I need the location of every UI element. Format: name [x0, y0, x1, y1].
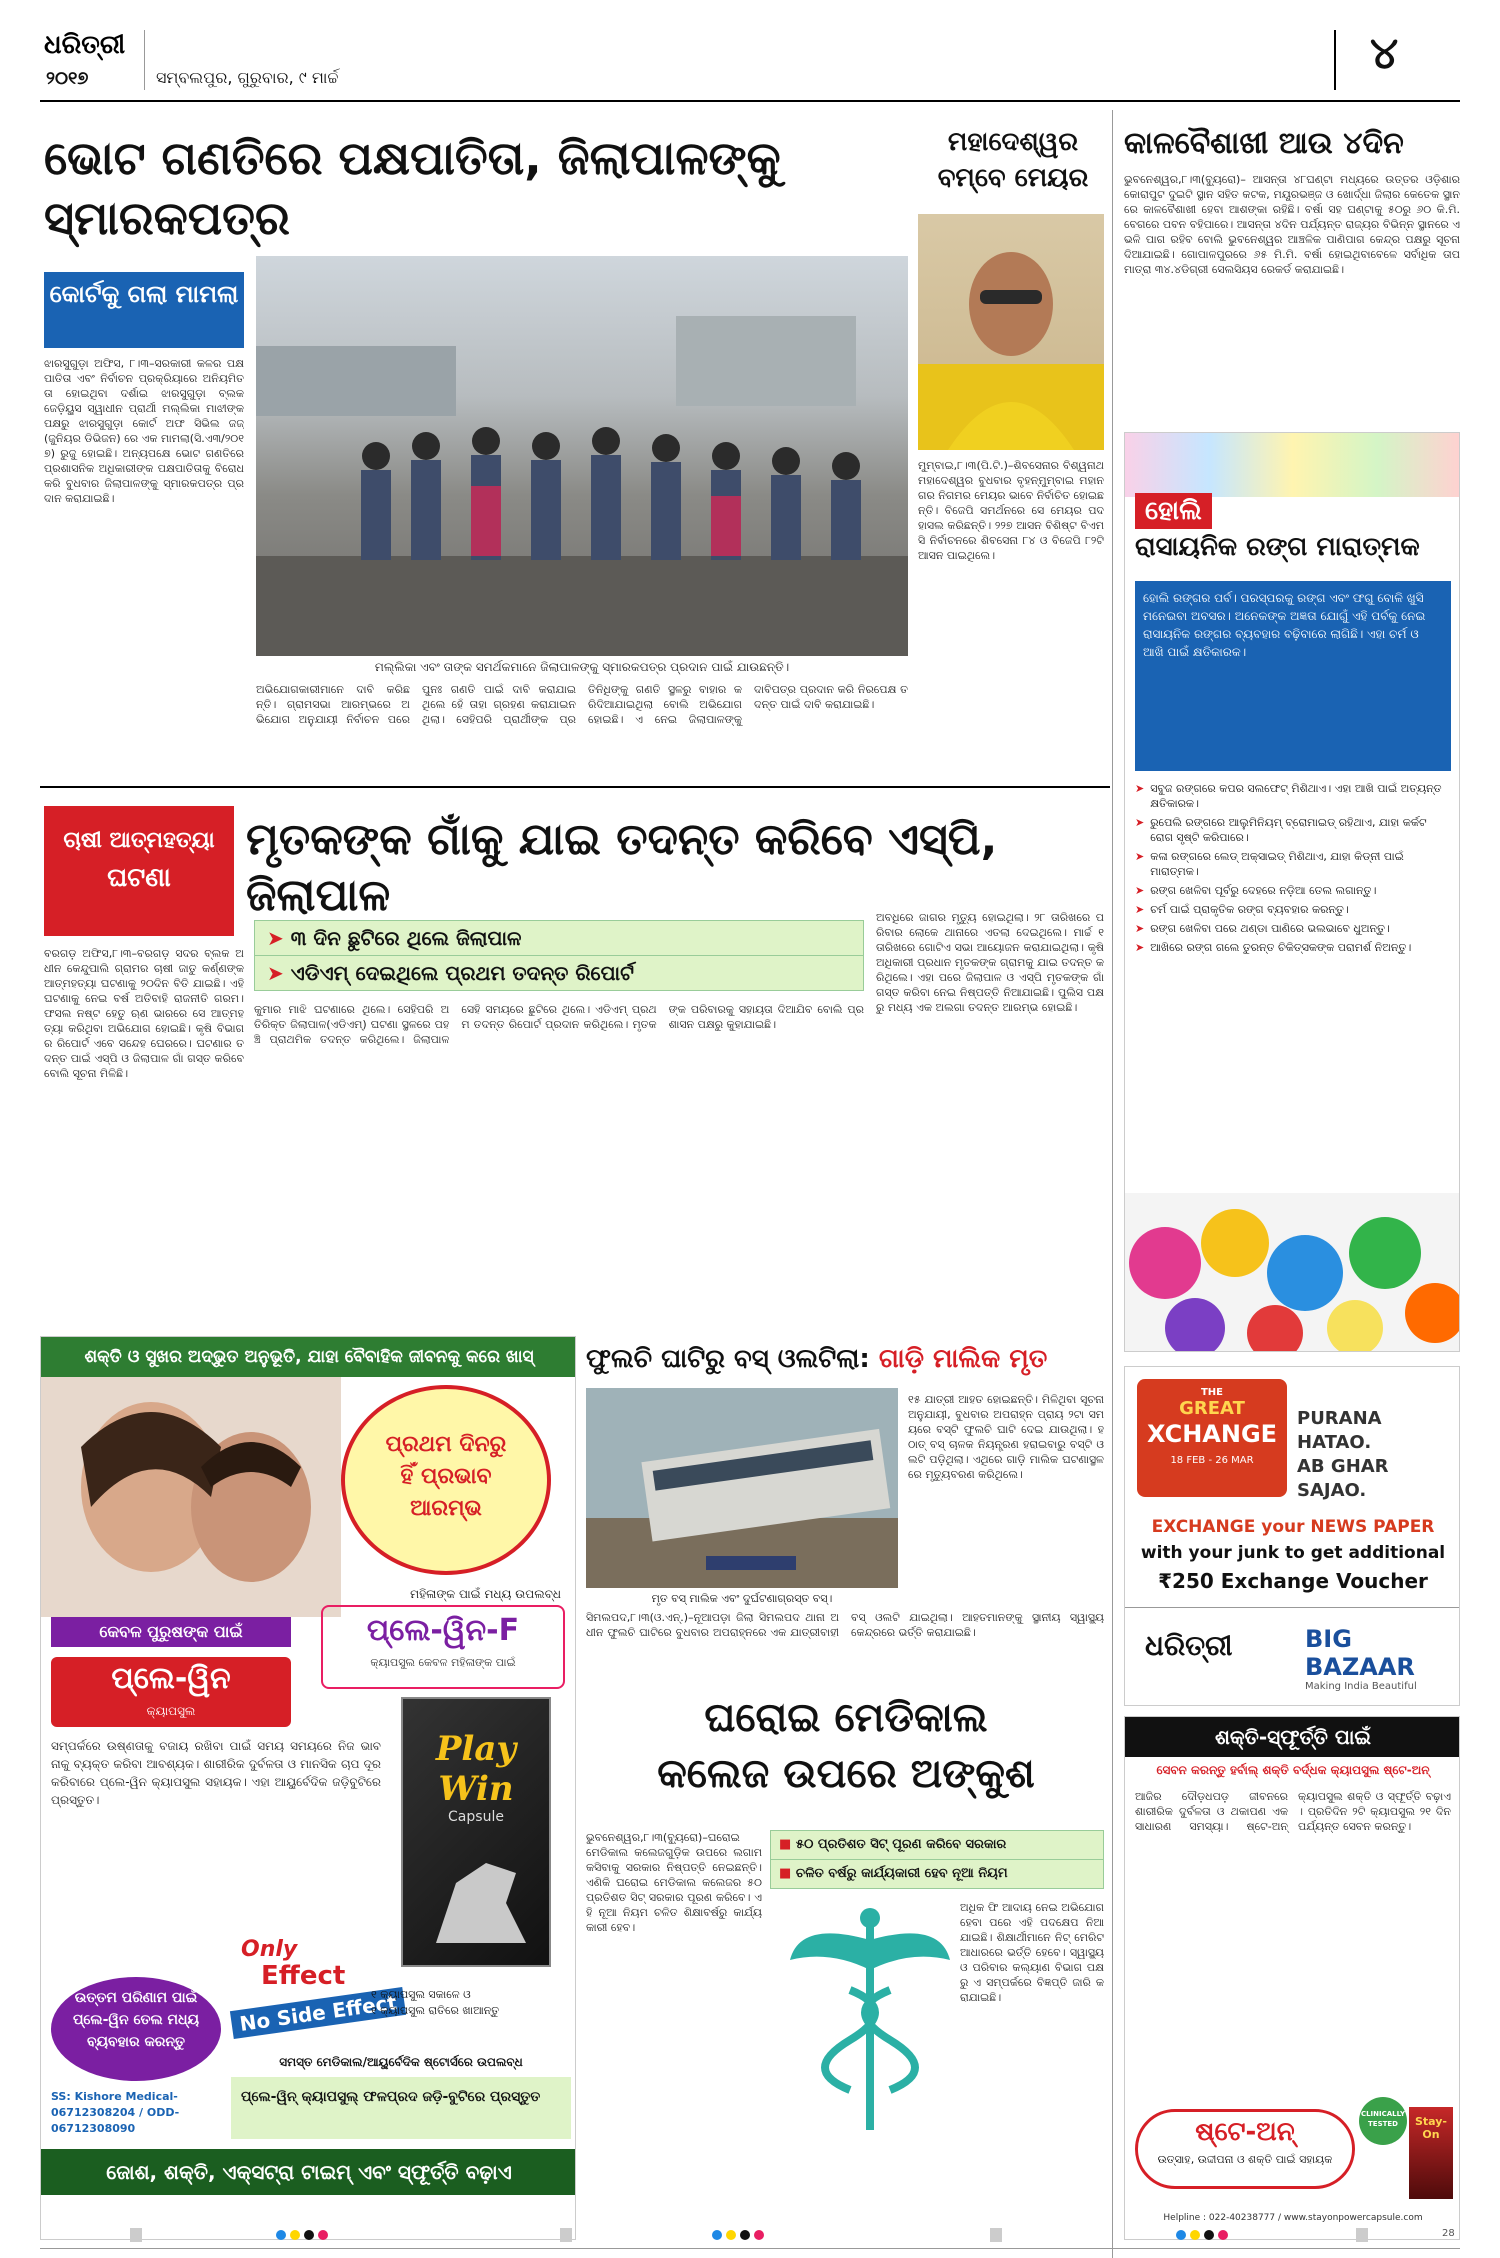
farmer-headline: ମୃତକଙ୍କ ଗାଁକୁ ଯାଇ ତଦନ୍ତ କରିବେ ଏସ୍‌ପି, ଜିଲାପାଳ: [246, 814, 998, 921]
lead-headline: ଭୋଟ ଗଣତିରେ ପକ୍ଷପାତିତା, ଜିଲାପାଳଙ୍କୁ ସ୍ମାରକପତ୍ର: [44, 131, 781, 245]
mayor-photo: [918, 214, 1104, 450]
playwin-only: Only: [241, 1937, 298, 1962]
farmer-body-left: ବରଗଡ଼ ଅଫିସ,୮।୩–ବରଗଡ଼ ସଦର ବ୍ଲକ ଅଧୀନ କେନ୍ଦୁପାଲି ଗ୍ରାମର ଚାଷୀ ଜାତୁ କର୍ଣ୍ଣଙ୍କ ଆତ୍ମହତ୍ୟା ଘଟଣାକୁ ୨୦ଦିନ ବିତି ଯାଇଛି। ଏହି ଘଟଣାକୁ ନେଇ ବର୍ଷ ଅତିବାହି ରାଜନୀତି ଗରମ। ଫସଲ ନଷ୍ଟ ହେତୁ ଋଣ ଭାରରେ ସେ ଆତ୍ମହତ୍ୟା କରିଥିବା ଅଭିଯୋଗ ହୋଇଛି। କୃଷି ବିଭାଗର ରିପୋର୍ଟ ଏବେ ସନ୍ଦେହ ଘେରରେ। ଘଟଣାର ତଦନ୍ତ ପାଇଁ ଏସ୍‌ପି ଓ ଜିଲାପାଳ ଗାଁ ଗସ୍ତ କରିବେ ବୋଲି ସୂଚନା ମିଳିଛି।: [44, 947, 244, 1080]
medical-body-left: ଭୁବନେଶ୍ୱର,୮।୩(ବ୍ୟୁରୋ)–ଘରୋଇ ମେଡିକାଲ କଲେଜଗୁଡ଼ିକ ଉପରେ ଲଗାମ କସିବାକୁ ସରକାର ନିଷ୍ପତ୍ତି ନେଇଛନ୍ତି। ଏଣିକି ଘରୋଇ ମେଡିକାଲ କଲେଜର ୫୦ ପ୍ରତିଶତ ସିଟ୍ ସରକାର ପୂରଣ କରିବେ। ଏହି ନୂଆ ନିୟମ ଚଳିତ ଶିକ୍ଷାବର୍ଷରୁ କାର୍ଯ୍ୟକାରୀ ହେବ।: [586, 1831, 762, 1934]
xchange-line2: with your junk to get additional: [1140, 1543, 1446, 1563]
medical-headline: ଘରୋଇ ମେଡିକାଲ କଲେଜ ଉପରେ ଅଙ୍କୁଶ: [657, 1695, 1035, 1797]
holi-tip: ➤ ଆଖିରେ ରଙ୍ଗ ଗଲେ ତୁରନ୍ତ ଚିକିତ୍ସକଙ୍କ ପରାମର୍ଶ ନିଅନ୍ତୁ।: [1135, 941, 1412, 954]
lead-photo: [256, 256, 908, 656]
mayor-portrait: [918, 214, 1104, 450]
playwin-women-brand: ପ୍ଲେ-ୱିନ-F କ୍ୟାପସୁଲ କେବଳ ମହିଳାଙ୍କ ପାଇଁ: [321, 1605, 565, 1689]
bus-body-right: ୧୫ ଯାତ୍ରୀ ଆହତ ହୋଇଛନ୍ତି। ମିଳିଥିବା ସୂଚନା ଅନୁଯାୟୀ, ବୁଧବାର ଅପରାହ୍ନ ପ୍ରାୟ ୨ଟା ସମୟରେ ବସ୍‌ଟି ଫୁଲଚି ଘାଟି ଦେଇ ଯାଉଥିଲା। ହଠାତ୍ ବସ୍ ଚାଳକ ନିୟନ୍ତ୍ରଣ ହରାଇବାରୁ ବସ୍‌ଟି ଓଲଟି ପଡ଼ିଥିଲା। ଏଥିରେ ଗାଡ଼ି ମାଲିକ ଘଟଣାସ୍ଥଳରେ ମୃତ୍ୟୁବରଣ କରିଥିଲେ।: [908, 1393, 1104, 1481]
holi-tip: ➤ ରଙ୍ଗ ଖେଳିବା ପୂର୍ବରୁ ଦେହରେ ନଡ଼ିଆ ତେଲ ଲଗାନ୍ତୁ।: [1135, 884, 1377, 897]
playwin-tagline: ଶକ୍ତି ଓ ସୁଖର ଅଦ୍ଭୁତ ଅନୁଭୂତି, ଯାହା ବୈବାହିକ ଜୀବନକୁ କରେ ଖାସ୍: [41, 1337, 576, 1377]
medical-highlights: [770, 1830, 1104, 1889]
holi-tip: ➤ ରୁପେଲି ରଙ୍ଗରେ ଆଲୁମିନିୟମ୍ ବ୍ରୋମାଇଡ୍ ରହିଥାଏ, ଯାହା କର୍କଟ ରୋଗ ସୃଷ୍ଟି କରିପାରେ।: [1135, 816, 1427, 844]
logo: ଧରିତ୍ରୀ: [44, 30, 126, 60]
footer-page-no: 28: [1442, 2228, 1455, 2239]
stayon-helpline: Helpline : 022-40238777 / www.stayonpowercapsule.com: [1163, 2213, 1423, 2223]
bus-photo: [586, 1388, 898, 1588]
farmer-highlight-1: ➤ ୩ ଦିନ ଛୁଟିରେ ଥିଲେ ଜିଲାପାଳ: [255, 921, 863, 956]
stayon-title: ଶକ୍ତି-ସ୍ଫୂର୍ତ୍ତି ପାଇଁ: [1125, 1717, 1460, 1757]
stayon-subtitle: ସେବନ କରନ୍ତୁ ହର୍ବାଲ୍ ଶକ୍ତି ବର୍ଦ୍ଧକ କ୍ୟାପସୁଲ ଷ୍ଟେ-ଅନ୍: [1156, 1763, 1430, 1777]
print-marks: [0, 2226, 1500, 2250]
farmer-highlights: [254, 920, 864, 991]
playwin-contact: SS: Kishore Medical- 06712308204 / ODD-06712308090: [51, 2090, 180, 2135]
mayor-headline: ମହାଦେଶ୍ୱର ବମ୍ବେ ମେୟର: [937, 127, 1089, 193]
farmer-highlight-2: ➤ ଏଡିଏମ୍ ଦେଇଥିଲେ ପ୍ରଥମ ତଦନ୍ତ ରିପୋର୍ଟ: [255, 956, 863, 990]
mayor-body: ମୁମ୍ବାଇ,୮।୩(ପି.ଟି.)–ଶିବସେନାର ବିଶ୍ୱନାଥ ମହାଦେଶ୍ୱର ବୁଧବାର ବୃହନ୍ମୁମ୍ବାଇ ମହାନଗର ନିଗମର ମେୟର ଭାବେ ନିର୍ବାଚିତ ହୋଇଛନ୍ତି। ବିଜେପି ସମର୍ଥନରେ ସେ ମେୟର ପଦ ହାସଲ କରିଛନ୍ତି। ୨୨୭ ଆସନ ବିଶିଷ୍ଟ ବିଏମସି ନିର୍ବାଚନରେ ଶିବସେନା ୮୪ ଓ ବିଜେପି ୮୨ଟି ଆସନ ପାଇଥିଲେ।: [918, 459, 1104, 562]
lead-body-bottom: ଅଭିଯୋଗକାରୀମାନେ ଦାବି କରିଛନ୍ତି। ଗ୍ରାମସଭା ଆରମ୍ଭରେ ଅଭିଯୋଗ ଅନୁଯାୟୀ ନିର୍ବାଚନ ପରେ ପୁନଃ ଗଣତି ପାଇଁ ଦାବି କରାଯାଇଥିଲେ ହେଁ ତାହା ଗ୍ରହଣ କରାଯାଇନଥିଲା। ସେହିପରି ପ୍ରାର୍ଥୀଙ୍କ ପ୍ରତିନିଧିଙ୍କୁ ଗଣତି ସ୍ଥଳରୁ ବାହାର କରିଦିଆଯାଇଥିଲା ବୋଲି ଅଭିଯୋଗ ହୋଇଛି। ଏ ନେଇ ଜିଲାପାଳଙ୍କୁ ଦାବିପତ୍ର ପ୍ରଦାନ କରି ନିରପେକ୍ଷ ତଦନ୍ତ ପାଇଁ ଦାବି କରାଯାଇଛି।: [256, 683, 908, 726]
holi-intro: ହୋଲି ରଙ୍ଗର ପର୍ବ। ପରସ୍ପରକୁ ରଙ୍ଗ ଏବଂ ଫଗୁ ବୋଳି ଖୁସି ମନେଇବା ଅବସର। ଅନେକଙ୍କ ଅଜ୍ଞତା ଯୋଗୁଁ ଏହି ପର୍ବକୁ ନେଇ ରାସାୟନିକ ରଙ୍ଗର ବ୍ୟବହାର ବଢ଼ିବାରେ ଲାଗିଛି। ଏହା ଚର୍ମ ଓ ଆଖି ପାଇଁ କ୍ଷତିକାରକ।: [1135, 581, 1451, 771]
holi-box: [1124, 432, 1460, 1352]
holi-tips: [1135, 781, 1451, 1181]
playwin-availability: ସମସ୍ତ ମେଡିକାଲ/ଆୟୁର୍ବେଦିକ ଷ୍ଟୋର୍ସରେ ଉପଲବ୍ଧ: [279, 2055, 523, 2069]
playwin-dosage: ୧ କ୍ୟାପସୁଲ ସକାଳେ ଓ ୧ କ୍ୟାପସୁଲ ରାତିରେ ଖାଆନ୍ତୁ: [371, 1988, 500, 2017]
playwin-effect: Effect: [261, 1961, 346, 1991]
playwin-ad: [40, 1336, 576, 2240]
playwin-men-label: କେବଳ ପୁରୁଷଙ୍କ ପାଇଁ: [51, 1617, 291, 1647]
playwin-result-box: ଉତ୍ତମ ପରିଣାମ ପାଇଁ ପ୍ଲେ-ୱିନ ତେଲ ମଧ୍ୟ ବ୍ୟବହାର କରନ୍ତୁ: [51, 1977, 221, 2081]
playwin-footer: ଜୋଶ, ଶକ୍ତି, ଏକ୍ସଟ୍ରା ଟାଇମ୍ ଏବଂ ସ୍ଫୂର୍ତ୍ତି ବଢ଼ାଏ: [41, 2149, 576, 2195]
holi-color-powder: [1125, 1193, 1460, 1352]
playwin-no-side-effect: No Side Effect: [230, 1987, 407, 2039]
playwin-burst: ପ୍ରଥମ ଦିନରୁ ହିଁ ପ୍ରଭାବ ଆରମ୍ଭ: [341, 1385, 551, 1575]
page-number: ୪: [1370, 28, 1399, 79]
xchange-ad: [1124, 1366, 1460, 1706]
playwin-green-box: ପ୍ଲେ-ୱିନ୍ କ୍ୟାପସୁଲ୍ ଫଳପ୍ରଦ ଜଡ଼ି-ବୁଟିରେ ପ୍ରସ୍ତୁତ: [231, 2077, 571, 2139]
stayon-badge: CLINICALLY TESTED: [1359, 2097, 1407, 2145]
crowd-illustration: [256, 256, 908, 656]
xchange-brand-bigbazaar: BIG BAZAAR Making India Beautiful: [1305, 1625, 1417, 1692]
bus-body-bottom: ସିମଲପଦ,୮।୩(ଓ.ଏନ୍‌.)–ନୂଆପଡ଼ା ଜିଲା ସିମଲପଦ ଥାନା ଅଧୀନ ଫୁଲଚି ଘାଟିରେ ବୁଧବାର ଅପରାହ୍ନରେ ଏକ ଯାତ୍ରୀବାହୀ ବସ୍ ଓଲଟି ଯାଇଥିଲା। ଆହତମାନଙ୍କୁ ସ୍ଥାନୀୟ ସ୍ୱାସ୍ଥ୍ୟକେନ୍ଦ୍ରରେ ଭର୍ତ୍ତି କରାଯାଇଛି।: [586, 1611, 1104, 1639]
holi-tip: ➤ ରଙ୍ଗ ଖେଳିବା ପରେ ଥଣ୍ଡା ପାଣିରେ ଭଲଭାବେ ଧୁଅନ୍ତୁ।: [1135, 922, 1390, 935]
bus-crash-photo: [586, 1388, 898, 1588]
holi-top-art: [1125, 433, 1460, 497]
xchange-slogan: PURANA HATAO. AB GHAR SAJAO.: [1297, 1408, 1389, 1501]
xchange-line1: EXCHANGE your NEWS PAPER: [1151, 1517, 1435, 1537]
playwin-pack: Play Win Capsule: [401, 1697, 551, 1967]
xchange-line3: ₹250 Exchange Voucher: [1158, 1569, 1428, 1593]
dateline: ସମ୍ବଲପୁର, ଗୁରୁବାର, ୯ ମାର୍ଚ୍ଚ: [156, 68, 339, 87]
weather-headline: କାଳବୈଶାଖୀ ଆଉ ୪ଦିନ: [1124, 126, 1404, 161]
playwin-men-brand: ପ୍ଲେ-ୱିନ କ୍ୟାପସୁଲ: [51, 1657, 291, 1727]
holi-tip: ➤ ସବୁଜ ରଙ୍ଗରେ କପର ସଲଫେଟ୍ ମିଶିଥାଏ। ଏହା ଆଖି ପାଇଁ ଅତ୍ୟନ୍ତ କ୍ଷତିକାରକ।: [1135, 782, 1442, 810]
holi-headline: ହୋଲି ରାସାୟନିକ ରଙ୍ଗ ମାରାତ୍ମକ: [1135, 493, 1451, 565]
playwin-women-note: ମହିଳାଙ୍କ ପାଇଁ ମଧ୍ୟ ଉପଲବ୍ଧ: [410, 1587, 561, 1601]
bus-caption: ମୃତ ବସ୍ ମାଲିକ ଏବଂ ଦୁର୍ଘଟଣାଗ୍ରସ୍ତ ବସ୍।: [651, 1592, 833, 1605]
year: ୨୦୧୭: [46, 68, 89, 89]
farmer-body-mid: କୁମାର ମାଝି ଘଟଣାରେ ଥିଲେ। ସେହିପରି ଅତିରିକ୍ତ ଜିଲାପାଳ(ଏଡିଏମ୍) ଘଟଣା ସ୍ଥଳରେ ପହଞ୍ଚି ପ୍ରାଥମିକ ତଦନ୍ତ କରିଥିଲେ। ଜିଲାପାଳ ସେହି ସମୟରେ ଛୁଟିରେ ଥିଲେ। ଏଡିଏମ୍ ପ୍ରଥମ ତଦନ୍ତ ରିପୋର୍ଟ ପ୍ରଦାନ କରିଥିଲେ। ମୃତକଙ୍କ ପରିବାରକୁ ସହାୟତା ଦିଆଯିବ ବୋଲି ପ୍ରଶାସନ ପକ୍ଷରୁ କୁହାଯାଇଛି।: [254, 1003, 864, 1046]
lead-caption: ମଲ୍ଲିକା ଏବଂ ତାଙ୍କ ସମର୍ଥକମାନେ ଜିଲାପାଳଙ୍କୁ ସ୍ମାରକପତ୍ର ପ୍ରଦାନ ପାଇଁ ଯାଉଛନ୍ତି।: [374, 660, 790, 674]
playwin-body: ସମ୍ପର୍କରେ ଉଷ୍ଣତାକୁ ବଜାୟ ରଖିବା ପାଇଁ ସମୟ ସମୟରେ ନିଜ ଭାବନାକୁ ବ୍ୟକ୍ତ କରିବା ଆବଶ୍ୟକ। ଶାରୀରିକ ଦୁର୍ବଳତା ଓ ମାନସିକ ଚାପ ଦୂର କରିବାରେ ପ୍ଲେ-ୱିନ କ୍ୟାପସୁଲ ସହାୟକ। ଏହା ଆୟୁର୍ବେଦିକ ଜଡ଼ିବୁଟିରେ ପ୍ରସ୍ତୁତ।: [51, 1739, 381, 1807]
holi-tip: ➤ ଚର୍ମ ପାଇଁ ପ୍ରାକୃତିକ ରଙ୍ଗ ବ୍ୟବହାର କରନ୍ତୁ।: [1135, 903, 1349, 916]
farmer-kicker: ଚାଷୀ ଆତ୍ମହତ୍ୟା ଘଟଣା: [44, 806, 234, 936]
lead-body-left: ଝାରସୁଗୁଡ଼ା ଅଫିସ, ୮।୩–ସରକାରୀ କଳର ପକ୍ଷପାତିତା ଏବଂ ନିର୍ବାଚନ ପ୍ରକ୍ରିୟାରେ ଅନିୟମିତତା ହୋଇଥିବା ଦର୍ଶାଇ ଝାରସୁଗୁଡ଼ା ବ୍ଲକ ଜେଡ଼ିୟୁସ ସ୍ୱାଧୀନ ପ୍ରାର୍ଥୀ ମଲ୍ଲିକା ମାଝୀଙ୍କ ପକ୍ଷରୁ ଝାରସୁଗୁଡ଼ା କୋର୍ଟ ଅଫ ସିଭିଲ ଜଜ୍ (ଜୁନିୟର ଡିଭିଜନ) ରେ ଏକ ମାମଲା(ସି.ଏ୩/୨୦୧୭) ରୁଜୁ ହୋଇଛି। ଅନ୍ୟପକ୍ଷେ ଭୋଟ ଗଣତିରେ ପ୍ରଶାସନିକ ଅଧିକାରୀଙ୍କ ପକ୍ଷପାତିତାକୁ ବିରୋଧ କରି ବୁଧବାର ଜିଲାପାଳଙ୍କୁ ସ୍ମାରକପତ୍ର ପ୍ରଦାନ କରାଯାଇଛି।: [44, 357, 244, 505]
masthead: [40, 24, 1460, 102]
medical-highlight-1: ■ ୫୦ ପ୍ରତିଶତ ସିଟ୍ ପୂରଣ କରିବେ ସରକାର: [771, 1831, 1103, 1860]
farmer-body-right: ଅବଧିରେ ଜାଗର ମୃତ୍ୟୁ ହୋଇଥିଲା। ୨୮ ତାରିଖରେ ପରିବାର ଲୋକେ ଥାନାରେ ଏତଲା ଦେଇଥିଲେ। ମାର୍ଚ୍ଚ ୧ ତାରିଖରେ ଗୋଟିଏ ସଭା ଆୟୋଜନ କରାଯାଇଥିଲା। କୃଷି ଅଧିକାରୀ ପ୍ରଧାନ ମୃତକଙ୍କ ଗ୍ରାମକୁ ଯାଇ ତଦନ୍ତ କରିଥିଲେ। ଏହା ପରେ ଜିଲାପାଳ ଓ ଏସ୍‌ପି ମୃତକଙ୍କ ଗାଁ ଗସ୍ତ କରିବା ନେଇ ନିଷ୍ପତ୍ତି ନିଆଯାଇଛି। ପୁଲିସ ପକ୍ଷରୁ ମଧ୍ୟ ଏକ ଅଲଗା ତଦନ୍ତ ଆରମ୍ଭ ହୋଇଛି।: [876, 911, 1104, 1014]
bus-headline: ଫୁଲଚି ଘାଟିରୁ ବସ୍ ଓଲଟିଲା: ଗାଡ଼ି ମାଲିକ ମୃତ: [586, 1344, 1048, 1374]
xchange-badge: THE GREAT XCHANGE 18 FEB - 26 MAR: [1137, 1379, 1287, 1497]
horse-icon: [416, 1843, 536, 1953]
caduceus-icon: [790, 1900, 950, 2140]
lead-kicker: କୋର୍ଟକୁ ଗଲା ମାମଲା: [44, 272, 244, 348]
stayon-box: Stay-On: [1409, 2107, 1453, 2199]
medical-body-right: ଅଧିକ ଫି ଆଦାୟ ନେଇ ଅଭିଯୋଗ ହେବା ପରେ ଏହି ପଦକ୍ଷେପ ନିଆଯାଇଛି। ଶିକ୍ଷାର୍ଥୀମାନେ ନିଟ୍ ମେରିଟ ଆଧାରରେ ଭର୍ତ୍ତି ହେବେ। ସ୍ୱାସ୍ଥ୍ୟ ଓ ପରିବାର କଲ୍ୟାଣ ବିଭାଗ ପକ୍ଷରୁ ଏ ସମ୍ପର୍କରେ ବିଜ୍ଞପ୍ତି ଜାରି କରାଯାଇଛି।: [960, 1901, 1104, 2004]
playwin-couple-photo: [41, 1377, 341, 1617]
weather-body: ଭୁବନେଶ୍ୱର,୮।୩(ବ୍ୟୁରୋ)– ଆସନ୍ତା ୪୮ଘଣ୍ଟା ମଧ୍ୟରେ ଉତ୍ତର ଓଡ଼ିଶାର କୋରାପୁଟ ଦୁଇଟି ସ୍ଥାନ ସହିତ କଟକ, ମୟୂରଭଞ୍ଜ ଓ ଖୋର୍ଦ୍ଧା ଜିଲାର କେତେକ ସ୍ଥାନରେ କାଳବୈଶାଖୀ ହେବା ଆଶଙ୍କା ରହିଛି। ବର୍ଷା ସହ ଘଣ୍ଟାକୁ ୫୦ରୁ ୬୦ କି.ମି. ବେଗରେ ପବନ ବହିପାରେ। ଆସନ୍ତା ୪ଦିନ ପର୍ଯ୍ୟନ୍ତ ରାଜ୍ୟର ବିଭିନ୍ନ ସ୍ଥାନରେ ଏଭଳି ପାଗ ରହିବ ବୋଲି ଭୁବନେଶ୍ୱର ଆଞ୍ଚଳିକ ପାଣିପାଗ କେନ୍ଦ୍ର ପକ୍ଷରୁ ସୂଚନା ଦିଆଯାଇଛି। ଗୋପାଳପୁରରେ ୬୫ ମି.ମି. ବର୍ଷା ହୋଇଥିବାବେଳେ ସର୍ବାଧିକ ତାପମାତ୍ରା ୩୪.୪ଡିଗ୍ରୀ ସେଲସିୟସ ରେକର୍ଡ କରାଯାଇଛି।: [1124, 173, 1460, 276]
stayon-ad: [1124, 1716, 1460, 2240]
stayon-brand: ଷ୍ଟେ-ଅନ୍ ଉତ୍ସାହ, ଉଦ୍ଦୀପନା ଓ ଶକ୍ତି ପାଇଁ ସହାୟକ: [1135, 2109, 1355, 2189]
medical-highlight-2: ■ ଚଳିତ ବର୍ଷରୁ କାର୍ଯ୍ୟକାରୀ ହେବ ନୂଆ ନିୟମ: [771, 1860, 1103, 1888]
xchange-brand-dharitri: ଧରିତ୍ରୀ: [1145, 1629, 1233, 1662]
holi-tip: ➤ କଳା ରଙ୍ଗରେ ଲେଡ୍ ଅକ୍ସାଇଡ୍ ମିଶିଥାଏ, ଯାହା କିଡ୍ନୀ ପାଇଁ ମାରାତ୍ମକ।: [1135, 850, 1404, 878]
stayon-body: ଆଜିର ଦୌଡ଼ଧପଡ଼ ଜୀବନରେ ଶାରୀରିକ ଦୁର୍ବଳତା ଓ ଥକାପଣ ଏକ ସାଧାରଣ ସମସ୍ୟା। ଷ୍ଟେ-ଅନ୍ କ୍ୟାପସୁଲ ଶକ୍ତି ଓ ସ୍ଫୂର୍ତ୍ତି ବଢ଼ାଏ। ପ୍ରତିଦିନ ୨ଟି କ୍ୟାପସୁଲ ୨୧ ଦିନ ପର୍ଯ୍ୟନ୍ତ ସେବନ କରନ୍ତୁ।: [1135, 1790, 1451, 1833]
